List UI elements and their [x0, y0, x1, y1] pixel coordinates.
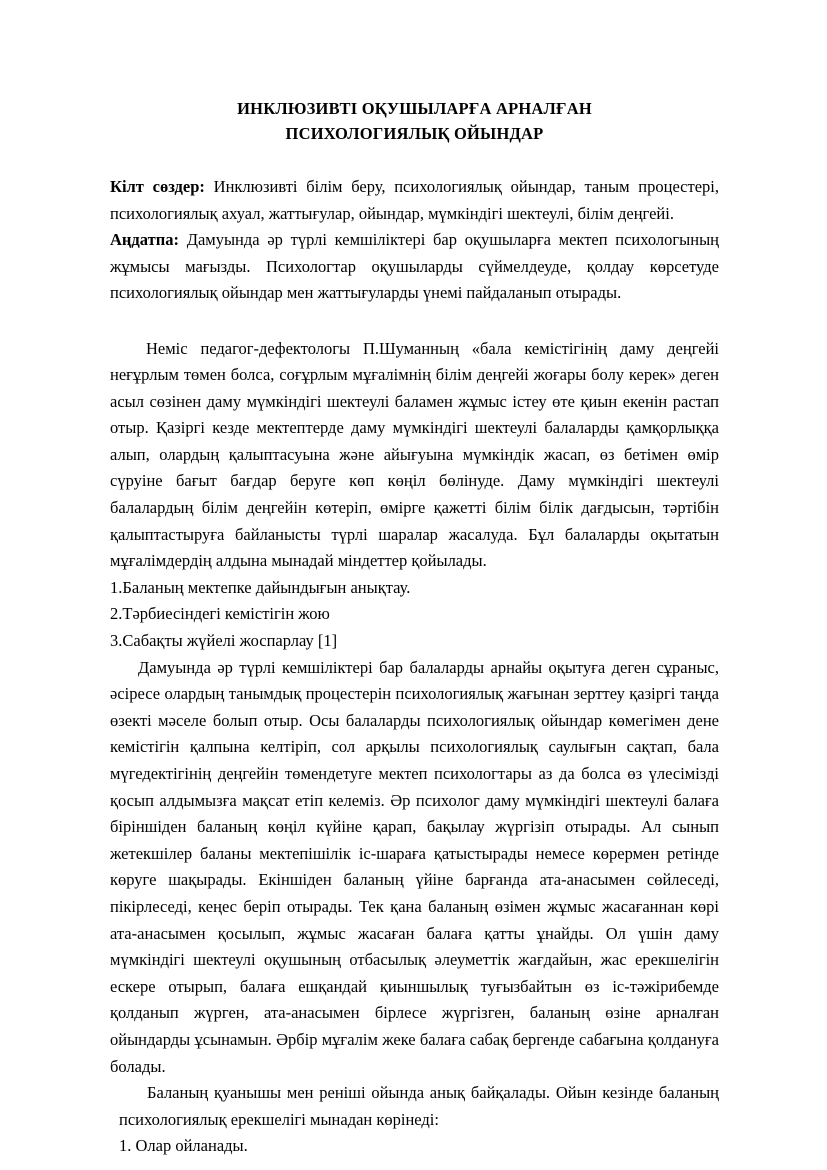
page-title-line-1: ИНКЛЮЗИВТІ ОҚУШЫЛАРҒА АРНАЛҒАН [237, 99, 592, 118]
list-item: 1.Баланың мектепке дайындығын анықтау. [110, 577, 411, 597]
page-title [110, 96, 719, 146]
body-section [110, 336, 719, 1160]
body-paragraph-1: Неміс педагог-дефектологы П.Шуманның «бала кемістігінің даму деңгейі неғұрлым төмен болса, соғұрлым мұғалімнің білім деңгейі жоғары болу керек» деген асыл сөзінен даму мүмкіндігі шектеулі баламен жұмыс істеу өте қиын екенін растап отыр. Қазіргі кезде мектептерде даму мүмкіндігі шектеулі балаларды қамқорлыққа алып, олардың қалыптасуына және айығуына мүмкіндік жасап, өз бетімен өмір сүруіне бағыт бағдар беруге көп көңіл бөлінуде. Даму мүмкіндігі шектеулі балалардың білім деңгейін көтеріп, өмірге қажетті білім білік дағдысын, тәртібін қалыптастыруға байланысты түрлі шаралар жасалуда. Бұл балаларды оқытатын мұғалімдердің алдына мынадай міндеттер қойылады. [110, 338, 719, 571]
abstract-spacer [110, 307, 719, 336]
keywords-paragraph [110, 174, 719, 227]
abstract-label: Аңдатпа: [110, 230, 179, 249]
abstract-paragraph [110, 227, 719, 307]
keywords-text: Инклюзивті білім беру, психологиялық ойындар, таным процестері, психологиялық ахуал, жаттығулар, ойындар, мүмкіндігі шектеулі, білім деңгейі. [110, 177, 719, 223]
title-spacer [110, 146, 719, 174]
keywords-label: Кілт сөздер: [110, 177, 205, 196]
abstract-text: Дамуында әр түрлі кемшіліктері бар оқушыларға мектеп психологының жұмысы мағызды. Психологтар оқушыларды сүймелдеуде, қолдау көрсетуде психологиялық ойындар мен жаттығуларды үнемі пайдаланып отырады. [110, 230, 720, 302]
final-list-item: 1. Олар ойланады. [119, 1136, 248, 1156]
body-paragraph-2: Дамуында әр түрлі кемшіліктері бар балаларды арнайы оқытуға деген сұраныс, әсіресе олардың танымдық процестерін психологиялық жағынан зерттеу қазіргі таңда өзекті мәселе болып отыр. Осы балаларды психологиялық ойындар көмегімен дене кемістігін қалпына келтіріп, сол арқылы психологиялық саулығын сақтап, бала мүгедектігінің деңгейін төмендетуге мектеп психологтары аз да болса өз үлесімізді қосып алдымызға мақсат етіп келеміз. Әр психолог даму мүмкіндігі шектеулі балаға біріншіден баланың көңіл күйіне қарап, бақылау жүргізіп отырады. Ал сынып жетекшілер баланы мектепішілік іс-шараға қатыстырады немесе көрермен ретінде көруге шақырады. Екіншіден баланың үйіне барғанда ата-анасымен сөйлеседі, пікірлеседі, кеңес беріп отырады. Тек қана баланың өзімен жұмыс жасағаннан көрі ата-анасымен қосылып, жұмыс жасаған балаға қатты ұнайды. Ол үшін даму мүмкіндігі шектеулі оқушының отбасылық әлеуметтік жағдайын, жас ерекшелігін ескере отырып, балаға ешқандай қиыншылық туғызбайтын өз іс-тәжірибемде қолданып жүрген, ата-анасымен бірлесе жүргізген, баланың өзіне арналған ойындарды ұсынамын. Әрбір мұғалім жеке балаға сабақ бергенде сабағына қолдануға болады. [110, 657, 719, 1076]
list-item: 3.Сабақты жүйелі жоспарлау [1] [110, 631, 338, 651]
page-title-line-2: ПСИХОЛОГИЯЛЫҚ ОЙЫНДАР [285, 124, 544, 143]
metadata-section [110, 174, 719, 307]
body-paragraph-3: Баланың қуанышы мен реніші ойында анық байқалады. Ойын кезінде баланың психологиялық ерекшелігі мынадан көрінеді: [119, 1083, 719, 1129]
closing-section [110, 1080, 719, 1160]
list-item: 2.Тәрбиесіндегі кемістігін жою [110, 604, 330, 624]
